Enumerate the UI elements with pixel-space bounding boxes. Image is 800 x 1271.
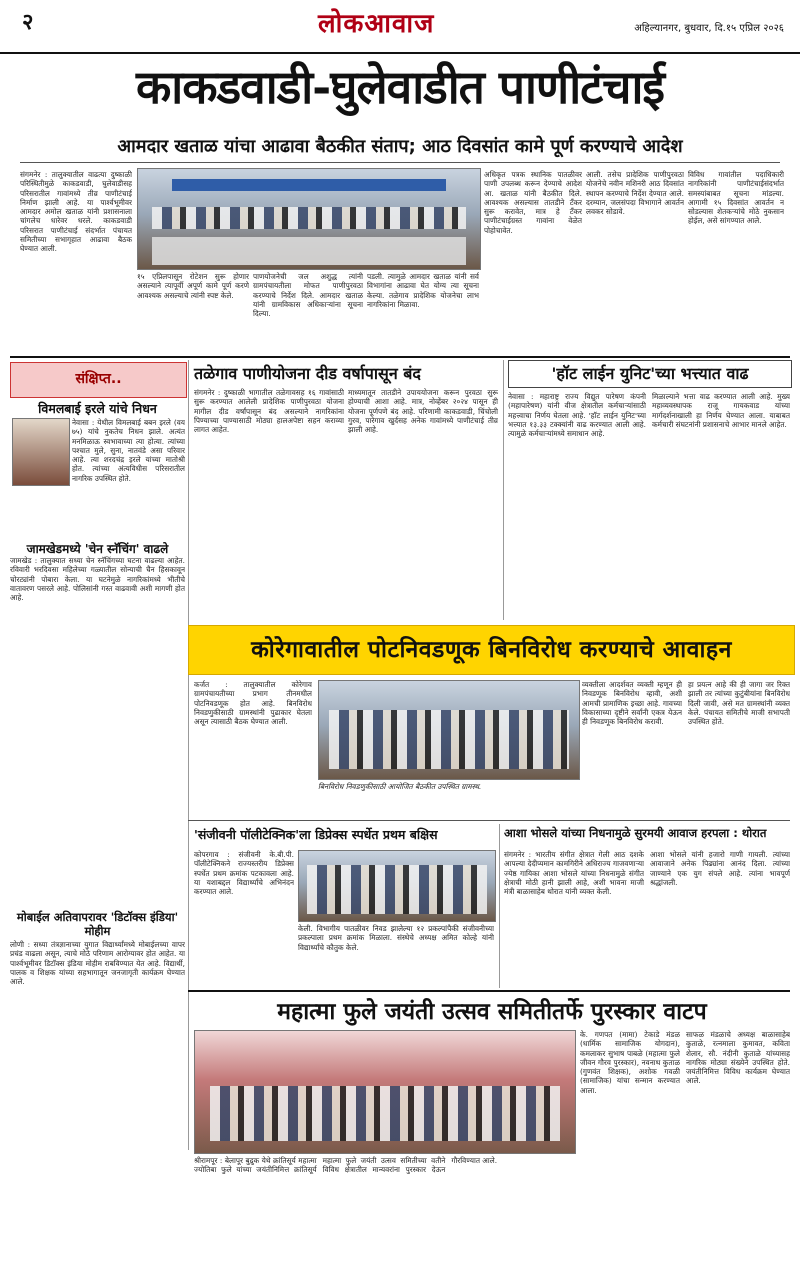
photo-people-row xyxy=(210,1086,560,1141)
story-3-title: 'हॉट लाईन युनिट'च्या भत्त्यात वाढ xyxy=(508,360,792,388)
newspaper-logo: लोकआवाज xyxy=(318,9,435,39)
divider xyxy=(20,162,780,163)
story-3-column-1: नेवासा : महाराष्ट्र राज्य विद्युत पारेषण कंपनी (महापारेषण) यांनी वीज क्षेत्रातील कर्मचाऱ्यांसाठी महत्त्वाचा निर्णय घेतला आहे. 'हॉट लाईन युनिट'च्या भत्त्यात १३.३३ टक्क्यांनी वाढ करण्यात आली आहे. त्यामुळे कर्मचाऱ्यांमध्ये समाधान आहे. xyxy=(508,392,646,439)
story-3-column-2: मिळाल्याने भत्ता वाढ करण्यात आली आहे. मुख्य महाव्यवस्थापक राजू गायकवाड यांच्या मार्गदर्शनाखाली हा निर्णय घेण्यात आला. याबाबत कर्मचारी संघटनांनी प्रशासनाचे आभार मानले आहेत. xyxy=(652,392,790,429)
story-7-column-3: साफळ मंडळाचे अध्यक्ष बाळासाहेब कुताळे, रत्नमाला कुमावत, कविता शेलार, सौ. नंदीनी कुताळे यांच्यासह नागरिक मोठ्या संख्येने उपस्थित होते. जयंतीनिमित्त विविध कार्यक्रम घेण्यात आले. xyxy=(686,1030,790,1086)
lead-column-2: १५ एप्रिलपासून रोटेशन सुरू होणार असल्याने त्यापूर्वी अपूर्ण कामे पूर्ण करणे आवश्यक असल्याचे त्यांनी स्पष्ट केले. xyxy=(137,272,249,300)
story-5-column-1: कोपरगाव : संजीवनी के.बी.पी. पॉलीटेक्निकने राज्यस्तरीय डिप्रेक्स स्पर्धेत प्रथम क्रमांक पटकावला आहे. या यशाबद्दल विद्यार्थ्यांचे अभिनंदन करण्यात आले. xyxy=(194,850,294,897)
column-divider xyxy=(188,360,189,1150)
photo-table xyxy=(152,237,467,265)
story-7-column-1: श्रीरामपूर : बेलापूर बुद्रुक येथे क्रांतिसूर्य महात्मा ज्योतिबा फुले यांच्या जयंतीनिमित्त क्रांतिसूर्य महात्मा फुले जयंती उत्सव समितीच्या वतीने विविध क्षेत्रातील मान्यवरांना पुरस्कार देऊन गौरविण्यात आले. xyxy=(194,1156,498,1175)
section-divider xyxy=(10,356,790,358)
brief-3-body: लोणी : सध्या तंत्रज्ञानाच्या युगात विद्यार्थ्यांमध्ये मोबाईलच्या वापर प्रचंड वाढला असून, त्याचे मोठे परिणाम आरोग्यावर होत आहेत. या पार्श्वभूमीवर डिटॉक्स इंडिया मोहीम राबविण्यात येत आहे. विद्यार्थी, पालक व शिक्षक यांच्या सहभागातून जनजागृती कार्यक्रम घेण्यात आले. xyxy=(10,940,185,987)
lead-column-7: विविध गावांतील पदाधिकारी नागरिकांनी पाणीटंचाईसंदर्भात समस्यांबाबत सूचना मांडल्या. आगामी १५ दिवसांत आवर्तन न सोडल्यास शेतकऱ्यांचे मोठे नुकसान होईल, असे सांगण्यात आले. xyxy=(688,170,784,226)
story-2-title: तळेगाव पाणीयोजना दीड वर्षापासून बंद xyxy=(194,364,421,383)
story-5-photo xyxy=(298,850,496,922)
photo-people-row xyxy=(329,710,568,769)
story-4-photo xyxy=(318,680,580,780)
brief-1-title: विमलबाई इरले यांचे निधन xyxy=(38,401,157,416)
story-6-column-1: संगमनेर : भारतीय संगीत क्षेत्रात गेली आठ दशके आपल्या देदीप्यमान कामगिरीने अधिराज्य गाजवणाऱ्या ज्येष्ठ गायिका आशा भोसले यांच्या निधनामुळे संगीत क्षेत्राची मोठी हानी झाली आहे, अशी भावना माजी मंत्री बाळासाहेब थोरात यांनी व्यक्त केली. xyxy=(504,850,644,897)
lead-column-1: संगमनेर : तालुक्यातील वाढत्या दुष्काळी परिस्थितीमुळे काकडवाडी, घुलेवाडीसह परिसरातील गावांमध्ये तीव्र पाणीटंचाई निर्माण झाली आहे. या पार्श्वभूमीवर आमदार अमोल खताळ यांनी प्रशासनाला चांगलेच धारेवर धरले. काकडवाडी परिसरात पाणीटंचाई संदर्भात पंचायत समितीच्या सभागृहात आढावा बैठक घेण्यात आली. xyxy=(20,170,132,254)
lead-column-3: पाणयोजनेची जल अशुद्ध त्यांनी ग्रामपंचायतीला मोफत पाणीपुरवठा करण्याचे निर्देश दिले. आमदार खताळ यांनी ग्रामविकास अधिकाऱ्यांना सूचना दिल्या. xyxy=(253,272,363,319)
story-4-title: कोरेगावातील पोटनिवडणूक बिनविरोध करण्याचे आवाहन xyxy=(251,637,732,663)
story-5-title: 'संजीवनी पॉलीटेक्निक'ला डिप्रेक्स स्पर्धेत प्रथम बक्षिस xyxy=(194,827,438,842)
photo-people-row xyxy=(307,865,487,914)
story-4-caption: बिनविरोध निवडणुकीसाठी आयोजित बैठकीत उपस्थित ग्रामस्थ. xyxy=(318,782,482,791)
story-2-column-1: संगमनेर : दुष्काळी भागातील तळेगावसह १६ गावांसाठी सुरू करण्यात आलेली प्रादेशिक पाणीपुरवठा योजना मागील दीड वर्षांपासून बंद असल्याने नागरिकांना पिण्याच्या पाण्यासाठी मोठ्या हालअपेष्टा सहन कराव्या लागत आहेत. xyxy=(194,388,344,435)
column-divider xyxy=(499,824,500,988)
brief-1-body: नेवासा : येथील विमलबाई बबन इरले (वय ७५) यांचे नुकतेच निधन झाले. अत्यंत मनमिळाऊ स्वभावाच्या त्या होत्या. त्यांच्या पश्चात मुले, सुना, नातवंडे असा परिवार आहे. त्या शरदचंद्र इरले यांच्या मातोश्री होत. त्यांच्या अंत्यविधीस परिसरातील नागरिक उपस्थित होते. xyxy=(72,418,185,483)
story-4-title-band xyxy=(188,625,795,675)
story-2-column-2: माध्यमातून तातडीने उपाययोजना करून पुरवठा सुरू होण्याची आशा आहे. मात्र, नोव्हेंबर २०२४ पासून ही योजना पूर्णपणे बंद आहे. परिणामी काकडवाडी, चिंचोली गुरव, पारेगाव खुर्दसह अनेक गावांमध्ये पाणीटंचाई तीव्र झाली आहे. xyxy=(348,388,498,435)
lead-photo xyxy=(137,168,481,270)
section-divider xyxy=(188,990,790,992)
lead-column-5: अधिकृत पत्रक स्थानिक पातळीवर पाणी उपलब्ध करून देण्याचे आदेश आ. खताळ यांनी बैठकीत दिले. आवश्यक असल्यास तातडीने टँकर सुरू करावेत, मात्र हे टँकर पाणीटंचाईग्रस्त गावांना वेळेत पोहोचावेत. xyxy=(484,170,582,235)
brief-2-body: जामखेड : तालुक्यात सध्या चेन स्नॅचिंगच्या घटना वाढल्या आहेत. रविवारी भरदिवसा महिलेच्या गळ्यातील सोन्याची चैन हिसकावून चोरट्यांनी पोबारा केला. या घटनेमुळे नागरिकांमध्ये भीतीचे वातावरण पसरले आहे. पोलिसांनी गस्त वाढवावी अशी मागणी होत आहे. xyxy=(10,556,185,603)
column-divider xyxy=(503,360,504,620)
story-5-column-2: केली. विभागीय पातळीवर निवड झालेल्या १२ प्रकल्पांपैकी संजीवनीच्या प्रकल्पाला प्रथम क्रमांक मिळाला. संस्थेचे अध्यक्ष अमित कोल्हे यांनी विद्यार्थ्यांचे कौतुक केले. xyxy=(298,924,494,952)
section-divider xyxy=(188,820,790,821)
page-number: २ xyxy=(22,10,34,35)
story-4-column-3: हा प्रयत्न आहे की ही जागा जर रिक्त झाली तर त्यांच्या कुटुंबीयांना बिनविरोध दिली जावी, असे मत ग्रामस्थांनी व्यक्त केले. पंचायत समितीचे माजी सभापती उपस्थित होते. xyxy=(688,680,790,727)
briefs-label-box xyxy=(10,362,187,398)
briefs-label: संक्षिप्त.. xyxy=(75,371,122,387)
photo-people-row xyxy=(152,207,467,229)
dateline: अहिल्यानगर, बुधवार, दि.१५ एप्रिल २०२६ xyxy=(634,23,784,34)
story-7-photo xyxy=(194,1030,576,1154)
story-6-title: आशा भोसले यांच्या निधनामुळे सुरमयी आवाज हरपला : थोरात xyxy=(504,826,767,840)
story-7-title: महात्मा फुले जयंती उत्सव समितीतर्फे पुरस्कार वाटप xyxy=(277,999,707,1025)
story-4-column-1: कर्जत : तालुक्यातील कोरेगाव ग्रामपंचायतीच्या प्रभाग तीनमधील पोटनिवडणूक होत आहे. बिनविरोध निवडणुकीसाठी ग्रामस्थांनी पुढाकार घेतला असून त्यासाठी बैठक घेण्यात आली. xyxy=(194,680,312,727)
photo-banner xyxy=(172,179,446,191)
story-7-column-2: के. गणपत (मामा) टेकाडे मंडळ (धार्मिक सामाजिक योगदान), कमलाकर सुभाष पाबळे (महात्मा फुले जीवन गौरव पुरस्कार), नवनाथ कुताळ (गुणवंत शिक्षक), अशोक गवळी (सामाजिक) यांचा सन्मान करण्यात आला. xyxy=(580,1030,680,1095)
lead-subhead: आमदार खताळ यांचा आढावा बैठकीत संताप; आठ दिवसांत कामे पूर्ण करण्याचे आदेश xyxy=(117,136,683,157)
lead-column-6: आली. तसेच प्रादेशिक पाणीपुरवठा योजनेचे नवीन मशिनरी आठ दिवसांत स्थापन करण्याचे निर्देश देण्यात आले. दरम्यान, जलसंपदा विभागाने आवर्तन लवकर सोडावे. xyxy=(586,170,684,217)
brief-2-title: जामखेडमध्ये 'चेन स्नॅचिंग' वाढले xyxy=(26,542,169,556)
lead-headline: काकडवाडी-घुलेवाडीत पाणीटंचाई xyxy=(135,60,665,114)
story-4-column-2: व्यक्तीला आदर्शवत व्यक्ती म्हणून ही निवडणूक बिनविरोध व्हावी, अशी आमची प्रामाणिक इच्छा आहे. गावच्या विकासाच्या दृष्टीने सर्वांनी एकत्र येऊन ही निवडणूक बिनविरोध करावी. xyxy=(582,680,682,727)
lead-column-4: पडली. त्यामुळे आमदार खताळ यांनी सर्व विभागांना आढावा घेत योग्य त्या सूचना केल्या. तळेगाव प्रादेशिक योजनेचा लाभ नागरिकांना मिळावा. xyxy=(367,272,479,309)
story-6-column-2: आशा भोसले यांनी हजारो गाणी गायली. त्यांच्या आवाजाने अनेक पिढ्यांना आनंद दिला. त्यांच्या जाण्याने एक युग संपले आहे. त्यांना भावपूर्ण श्रद्धांजली. xyxy=(650,850,790,887)
masthead xyxy=(0,0,800,54)
portrait-photo xyxy=(12,418,70,486)
brief-3-title: मोबाईल अतिवापरावर 'डिटॉक्स इंडिया' मोहीम xyxy=(16,910,179,938)
